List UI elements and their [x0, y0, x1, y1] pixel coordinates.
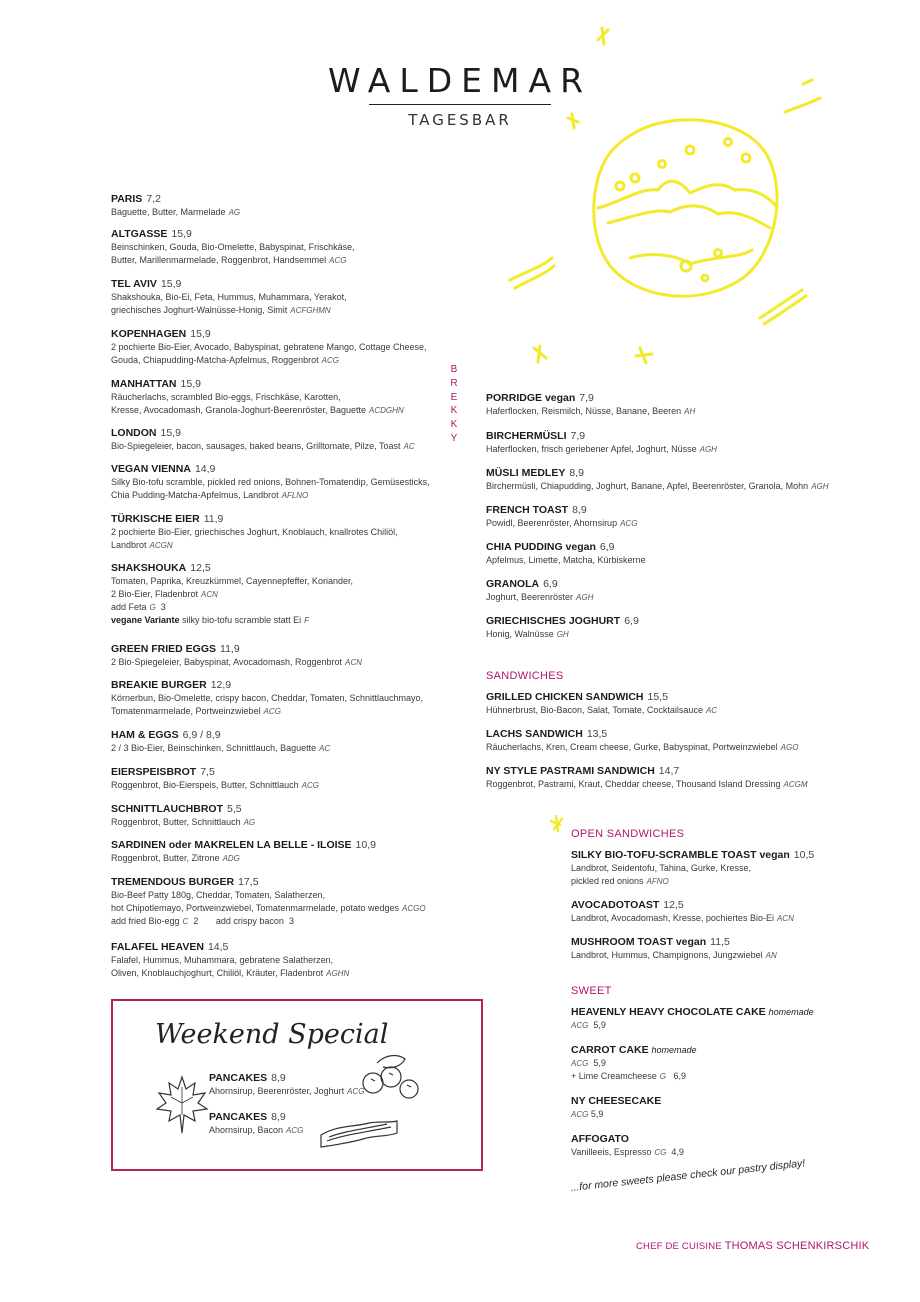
- item-price: 14,5: [207, 941, 229, 953]
- item-price: 12,5: [190, 562, 211, 574]
- item-name: PANCAKES: [209, 1072, 268, 1084]
- item-desc: Haferflocken, Reismilch, Nüsse, Banane, Beeren: [486, 406, 682, 416]
- brekky-letter: K: [450, 405, 458, 417]
- item-desc: Landbrot, Seidentofu, Tahina, Gurke, Kresse,: [571, 863, 751, 873]
- menu-item-affogato: [571, 1132, 684, 1159]
- menu-item-shakshouka: [111, 561, 353, 627]
- item-name: AVOCADOTOAST: [571, 899, 660, 911]
- item-name: SCHNITTLAUCHBROT: [111, 803, 223, 815]
- item-name: FRENCH TOAST: [486, 504, 569, 516]
- maple-leaf-icon: [153, 1073, 211, 1135]
- item-price: 14,7: [658, 765, 680, 777]
- menu-item-manhattan: [111, 377, 404, 417]
- menu-item-granola: [486, 577, 593, 604]
- item-name: GRIECHISCHES JOGHURT: [486, 615, 621, 627]
- allergen-codes: ACG: [301, 781, 319, 790]
- allergen-codes: ACN: [201, 590, 218, 599]
- item-price: 8,9: [271, 1111, 286, 1123]
- allergen-codes: ACN: [776, 914, 794, 923]
- item-price: 6,9: [624, 615, 639, 627]
- weekend-item-pancakes-2: [209, 1110, 303, 1137]
- item-desc: 2 / 3 Bio-Eier, Beinschinken, Schnittlauch, Baguette: [111, 743, 317, 753]
- section-title-sweet: SWEET: [571, 985, 612, 997]
- item-desc: Chia Pudding-Matcha-Apfelmus, Landbrot: [111, 490, 279, 500]
- item-price: 17,5: [238, 876, 259, 888]
- item-price: 5,5: [227, 803, 242, 815]
- menu-item-grilled-chicken-sandwich: [486, 690, 717, 717]
- allergen-codes: ACGM: [783, 780, 808, 789]
- item-desc: Tomaten, Paprika, Kreuzkümmel, Cayennepfeffer, Koriander,: [111, 576, 353, 586]
- allergen-codes: AGH: [699, 445, 717, 454]
- menu-item-ham-and-eggs: [111, 728, 330, 755]
- allergen-codes: AC: [403, 442, 415, 451]
- allergen-codes: AGH: [811, 482, 829, 491]
- item-price: 14,9: [194, 463, 216, 475]
- item-price: 6,9: [543, 578, 558, 590]
- allergen-codes: AFLNO: [281, 491, 309, 500]
- item-price: 5,9: [590, 1109, 604, 1119]
- item-name: HAM & EGGS: [111, 729, 179, 741]
- item-desc: Powidl, Beerenröster, Ahornsirup: [486, 518, 618, 528]
- brekky-vertical-label: [449, 363, 459, 446]
- item-desc: Roggenbrot, Bio-Eierspeis, Butter, Schnittlauch: [111, 780, 299, 790]
- menu-item-altgasse: [111, 227, 355, 267]
- item-name: MANHATTAN: [111, 378, 177, 390]
- item-desc: Beinschinken, Gouda, Bio-Omelette, Babyspinat, Frischkäse,: [111, 242, 355, 252]
- item-desc: Roggenbrot, Butter, Zitrone: [111, 853, 220, 863]
- item-desc: Butter, Marillenmarmelade, Roggenbrot, Handsemmel: [111, 255, 327, 265]
- item-desc: Joghurt, Beerenröster: [486, 592, 574, 602]
- item-desc: Haferflocken, frisch geriebener Apfel, Joghurt, Nüsse: [486, 444, 697, 454]
- menu-item-french-toast: [486, 503, 637, 530]
- sparkle-doodle-icon: [548, 813, 570, 835]
- menu-item-mushroom-toast: [571, 935, 777, 962]
- item-desc: Bio-Spiegeleier, bacon, sausages, baked beans, Grilltomate, Pilze, Toast: [111, 441, 401, 451]
- menu-item-tuerkische-eier: [111, 512, 398, 552]
- item-desc: Falafel, Hummus, Muhammara, gebratene Salatherzen,: [111, 955, 334, 965]
- item-price: 15,9: [160, 278, 182, 290]
- section-title-open-sandwiches: OPEN SANDWICHES: [571, 828, 685, 840]
- menu-item-ny-cheesecake: [571, 1094, 661, 1121]
- item-name: TEL AVIV: [111, 278, 157, 290]
- item-desc: Landbrot, Hummus, Champignons, Jungzwiebel: [571, 950, 763, 960]
- item-desc: Silky Bio-tofu scramble, pickled red onions, Bohnen-Tomatendip, Gemüsesticks,: [111, 477, 430, 487]
- menu-item-birchermuesli: [486, 429, 717, 456]
- item-price: 15,9: [171, 228, 192, 240]
- item-name: CHIA PUDDING: [486, 541, 563, 553]
- allergen-codes: AFNO: [646, 877, 669, 886]
- sun-doodle-icon: [490, 18, 830, 378]
- item-price: 7,9: [570, 430, 586, 442]
- item-name: TÜRKISCHE EIER: [111, 513, 200, 525]
- allergen-codes: ACG: [263, 707, 281, 716]
- item-price: 5,9: [593, 1058, 606, 1068]
- item-desc: Birchermüsli, Chiapudding, Joghurt, Banane, Apfel, Beerenröster, Granola, Mohn: [486, 481, 809, 491]
- item-name: BREAKIE BURGER: [111, 679, 207, 691]
- weekend-special-box: [111, 999, 483, 1171]
- item-price: 15,5: [647, 691, 668, 703]
- item-name: SILKY BIO-TOFU-SCRAMBLE TOAST: [571, 849, 757, 861]
- allergen-codes: ACG: [571, 1110, 589, 1119]
- allergen-codes: ACG: [571, 1059, 589, 1068]
- allergen-codes: AN: [765, 951, 777, 960]
- menu-item-green-fried-eggs: [111, 642, 362, 669]
- menu-item-muesli-medley: [486, 466, 829, 493]
- item-desc: Shakshouka, Bio-Ei, Feta, Hummus, Muhammara, Yerakot,: [111, 292, 347, 302]
- menu-item-chocolate-cake: [571, 1005, 814, 1032]
- item-tag: homemade: [651, 1045, 697, 1055]
- item-desc: 2 Bio-Eier, Fladenbrot: [111, 589, 199, 599]
- brekky-letter: Y: [450, 432, 458, 444]
- item-desc: Landbrot: [111, 540, 147, 550]
- menu-item-chia-pudding: [486, 540, 646, 567]
- item-desc: Ahornsirup, Bacon: [209, 1125, 284, 1135]
- item-name: TREMENDOUS BURGER: [111, 876, 235, 888]
- menu-item-vegan-vienna: [111, 462, 430, 502]
- menu-item-eierspeisbrot: [111, 765, 319, 792]
- item-desc: Gouda, Chiapudding-Matcha-Apfelmus, Roggenbrot: [111, 355, 319, 365]
- item-desc: Ahornsirup, Beerenröster, Joghurt: [209, 1086, 345, 1096]
- brand-subtitle: TAGESBAR: [408, 111, 512, 129]
- bacon-strip-icon: [317, 1117, 401, 1151]
- menu-item-tremendous-burger: [111, 875, 426, 928]
- allergen-codes: AGO: [780, 743, 799, 752]
- allergen-codes: ACG: [321, 356, 339, 365]
- item-desc: Oliven, Knoblauchjoghurt, Chiliöl, Kräuter, Fladenbrot: [111, 968, 324, 978]
- item-price: 15,9: [160, 427, 181, 439]
- item-name: EIERSPEISBROT: [111, 766, 197, 778]
- allergen-codes: ACG: [620, 519, 638, 528]
- menu-item-silky-tofu-toast: [571, 848, 814, 888]
- allergen-codes: CG: [654, 1148, 667, 1157]
- menu-item-avocadotoast: [571, 898, 794, 925]
- item-desc: pickled red onions: [571, 876, 644, 886]
- item-tag: homemade: [768, 1007, 814, 1017]
- item-desc: Landbrot, Avocadomash, Kresse, pochiertes Bio-Ei: [571, 913, 774, 923]
- item-name: LONDON: [111, 427, 157, 439]
- item-price: 11,5: [710, 936, 730, 948]
- chef-role: CHEF DE CUISINE: [636, 1241, 722, 1252]
- menu-item-porridge: [486, 391, 695, 418]
- item-desc: Tomatenmarmelade, Portweinzwiebel: [111, 706, 261, 716]
- allergen-codes: ACGO: [402, 904, 426, 913]
- item-price: 7,2: [146, 193, 161, 205]
- weekend-special-title: Weekend Special: [155, 1019, 389, 1050]
- item-price: 12,5: [663, 899, 684, 911]
- allergen-codes: ACG: [286, 1126, 304, 1135]
- chef-credit: [636, 1240, 869, 1252]
- item-name: PARIS: [111, 193, 143, 205]
- allergen-codes: ADG: [222, 854, 240, 863]
- item-name: SHAKSHOUKA: [111, 562, 187, 574]
- menu-item-london: [111, 426, 415, 453]
- item-desc: Hühnerbrust, Bio-Bacon, Salat, Tomate, Cocktailsauce: [486, 705, 703, 715]
- pastry-display-note: ...for more sweets please check our pastry display!: [570, 1157, 806, 1194]
- item-tag: vegan: [565, 541, 596, 553]
- menu-item-schnittlauchbrot: [111, 802, 255, 829]
- allergen-codes: ACG: [347, 1087, 365, 1096]
- menu-item-breakie-burger: [111, 678, 423, 718]
- item-price: 6,9: [599, 541, 615, 553]
- item-name: MUSHROOM TOAST: [571, 936, 673, 948]
- item-price: 10,9: [355, 839, 376, 851]
- allergen-codes: ACFGHMN: [290, 306, 331, 315]
- item-name: VEGAN VIENNA: [111, 463, 191, 475]
- item-name: BIRCHERMÜSLI: [486, 430, 567, 442]
- allergen-codes: AGH: [576, 593, 594, 602]
- item-desc: Körnerbun, Bio-Omelette, crispy bacon, Cheddar, Tomaten, Schnittlauchmayo,: [111, 693, 423, 703]
- item-tag: vegan: [759, 849, 790, 861]
- item-price: 5,9: [593, 1020, 606, 1030]
- item-name: LACHS SANDWICH: [486, 728, 583, 740]
- item-name: SARDINEN oder MAKRELEN LA BELLE - ILOISE: [111, 839, 352, 851]
- item-desc: Räucherlachs, Kren, Cream cheese, Gurke, Babyspinat, Portweinzwiebel: [486, 742, 778, 752]
- item-desc: Räucherlachs, scrambled Bio-eggs, Frischkäse, Karotten,: [111, 392, 341, 402]
- item-name: GRANOLA: [486, 578, 540, 590]
- menu-item-griechisches-joghurt: [486, 614, 639, 641]
- allergen-codes: ACDGHN: [368, 406, 404, 415]
- item-price: 8,9: [572, 504, 587, 516]
- weekend-item-pancakes-1: [209, 1071, 364, 1098]
- allergen-codes: AH: [684, 407, 696, 416]
- allergen-codes: AC: [705, 706, 718, 715]
- item-name: GRILLED CHICKEN SANDWICH: [486, 691, 644, 703]
- item-desc: hot Chipotlemayo, Portweinzwiebel, Tomatenmarmelade, potato wedges: [111, 903, 399, 913]
- allergen-codes: ACG: [571, 1021, 589, 1030]
- menu-item-ny-pastrami-sandwich: [486, 764, 808, 791]
- allergen-codes: GH: [556, 630, 569, 639]
- item-desc: Apfelmus, Limette, Matcha, Kürbiskerne: [486, 555, 646, 565]
- menu-item-paris: [111, 192, 240, 219]
- brand-name: WALDEMAR: [327, 61, 593, 100]
- brekky-letter: E: [450, 391, 458, 403]
- addon-line: add Feta G 3: [111, 602, 166, 612]
- item-price: 11,9: [220, 643, 240, 655]
- menu-item-falafel-heaven: [111, 940, 349, 980]
- allergen-codes: AC: [319, 744, 331, 753]
- item-price: 10,5: [793, 849, 815, 861]
- item-name: CARROT CAKE: [571, 1044, 649, 1056]
- item-desc: 2 Bio-Spiegeleier, Babyspinat, Avocadomash, Roggenbrot: [111, 657, 342, 667]
- chef-name: THOMAS SCHENKIRSCHIK: [724, 1240, 870, 1252]
- item-price: 4,9: [671, 1147, 684, 1157]
- item-name: KOPENHAGEN: [111, 328, 187, 340]
- item-name: NY STYLE PASTRAMI SANDWICH: [486, 765, 655, 777]
- brekky-letter: K: [450, 419, 458, 431]
- item-price: 6,9 / 8,9: [182, 729, 221, 741]
- brekky-letter: R: [450, 377, 458, 389]
- menu-item-carrot-cake: [571, 1043, 697, 1083]
- allergen-codes: AG: [243, 818, 256, 827]
- item-price: 12,9: [210, 679, 232, 691]
- item-name: NY CHEESECAKE: [571, 1095, 662, 1107]
- item-tag: vegan: [675, 936, 707, 948]
- item-price: 11,9: [203, 513, 224, 525]
- item-name: ALTGASSE: [111, 228, 168, 240]
- vegan-variant-line: vegane Variante silky bio-tofu scramble statt Ei F: [111, 615, 309, 625]
- item-price: 15,9: [190, 328, 211, 340]
- item-name: PORRIDGE: [486, 392, 543, 404]
- item-price: 8,9: [271, 1072, 286, 1084]
- menu-item-tel-aviv: [111, 277, 347, 317]
- item-desc: Honig, Walnüsse: [486, 629, 554, 639]
- section-title-sandwiches: SANDWICHES: [486, 670, 564, 682]
- brekky-letter: B: [450, 364, 458, 375]
- menu-item-lachs-sandwich: [486, 727, 798, 754]
- menu-item-kopenhagen: [111, 327, 427, 367]
- item-desc: 2 pochierte Bio-Eier, griechisches Joghurt, Knoblauch, knallrotes Chiliöl,: [111, 527, 398, 537]
- item-name: HEAVENLY HEAVY CHOCOLATE CAKE: [571, 1006, 766, 1018]
- item-price: 7,5: [200, 766, 215, 778]
- allergen-codes: ACGN: [149, 541, 173, 550]
- item-desc: Bio-Beef Patty 180g, Cheddar, Tomaten, Salatherzen,: [111, 890, 325, 900]
- item-tag: vegan: [544, 392, 576, 404]
- item-price: 8,9: [569, 467, 584, 479]
- item-name: PANCAKES: [209, 1111, 268, 1123]
- item-name: MÜSLI MEDLEY: [486, 467, 566, 479]
- allergen-codes: ACG: [329, 256, 347, 265]
- allergen-codes: ACN: [345, 658, 362, 667]
- addon-line: + Lime Creamcheese G 6,9: [571, 1071, 687, 1081]
- item-desc: Baguette, Butter, Marmelade: [111, 207, 226, 217]
- item-desc: Roggenbrot, Pastrami, Kraut, Cheddar cheese, Thousand Island Dressing: [486, 779, 781, 789]
- item-name: FALAFEL HEAVEN: [111, 941, 204, 953]
- item-desc: 2 pochierte Bio-Eier, Avocado, Babyspinat, gebratene Mango, Cottage Cheese,: [111, 342, 427, 352]
- addon-line: add fried Bio-egg C 2 add crispy bacon 3: [111, 916, 294, 926]
- item-desc: Roggenbrot, Butter, Schnittlauch: [111, 817, 241, 827]
- item-price: 13,5: [586, 728, 608, 740]
- allergen-codes: AGHN: [326, 969, 350, 978]
- item-price: 15,9: [180, 378, 201, 390]
- item-name: GREEN FRIED EGGS: [111, 643, 217, 655]
- item-desc: griechisches Joghurt-Walnüsse-Honig, Simit: [111, 305, 288, 315]
- menu-item-sardinen: [111, 838, 376, 865]
- item-name: AFFOGATO: [571, 1133, 629, 1145]
- item-price: 7,9: [579, 392, 594, 404]
- item-desc: Kresse, Avocadomash, Granola-Joghurt-Beerenröster, Baguette: [111, 405, 366, 415]
- blueberries-icon: [357, 1049, 423, 1103]
- allergen-codes: AG: [228, 208, 241, 217]
- item-desc: Vanilleeis, Espresso: [571, 1147, 652, 1157]
